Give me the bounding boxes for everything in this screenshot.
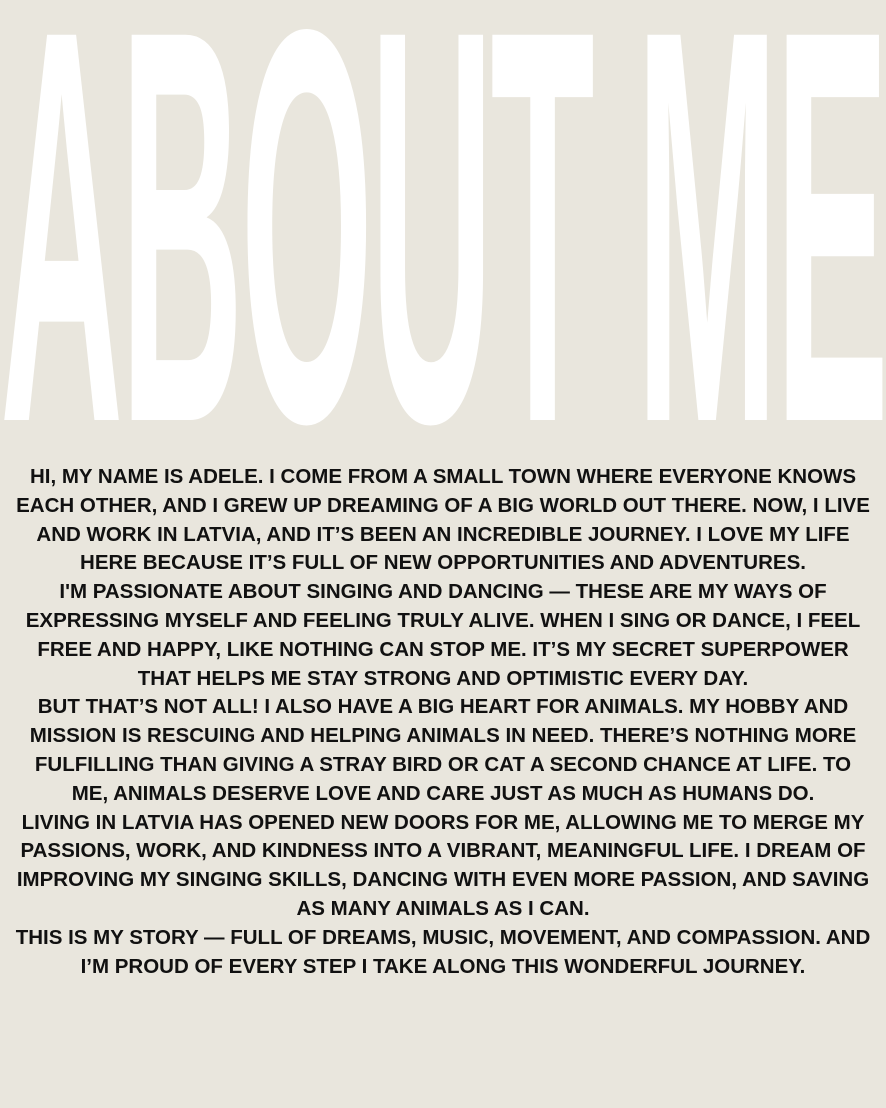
about-paragraph: LIVING IN LATVIA HAS OPENED NEW DOORS FOR ME, ALLOWING ME TO MERGE MY PASSIONS, WORK, AND KINDNESS INTO A VIBRANT, MEANINGFUL LIFE. I DREAM OF IMPROVING MY SINGING SKILLS, DANCING WITH EVEN MORE PASSION, AND SAVING AS MANY ANIMALS AS I CAN.: [16, 810, 870, 920]
hero-title-graphic: [0, 0, 886, 430]
about-paragraph: THIS IS MY STORY — FULL OF DREAMS, MUSIC, MOVEMENT, AND COMPASSION. AND I’M PROUD OF EVERY STEP I TAKE ALONG THIS WONDERFUL JOURNEY.: [15, 925, 871, 978]
about-text-block: [14, 463, 872, 981]
about-paragraph: HI, MY NAME IS ADELE. I COME FROM A SMALL TOWN WHERE EVERYONE KNOWS EACH OTHER, AND I GREW UP DREAMING OF A BIG WORLD OUT THERE. NOW, I LIVE AND WORK IN LATVIA, AND IT’S BEEN AN INCREDIBLE JOURNEY. I LOVE MY LIFE HERE BECAUSE IT’S FULL OF NEW OPPORTUNITIES AND ADVENTURES.: [16, 465, 870, 575]
about-paragraph: I'M PASSIONATE ABOUT SINGING AND DANCING — THESE ARE MY WAYS OF EXPRESSING MYSELF AND FEELING TRULY ALIVE. WHEN I SING OR DANCE, I FEEL FREE AND HAPPY, LIKE NOTHING CAN STOP ME. IT’S MY SECRET SUPERPOWER THAT HELPS ME STAY STRONG AND OPTIMISTIC EVERY DAY.: [25, 580, 861, 690]
about-paragraph: BUT THAT’S NOT ALL! I ALSO HAVE A BIG HEART FOR ANIMALS. MY HOBBY AND MISSION IS RESCUING AND HELPING ANIMALS IN NEED. THERE’S NOTHING MORE FULFILLING THAN GIVING A STRAY BIRD OR CAT A SECOND CHANCE AT LIFE. TO ME, ANIMALS DESERVE LOVE AND CARE JUST AS MUCH AS HUMANS DO.: [29, 695, 857, 805]
hero-banner: [0, 0, 886, 430]
hero-title: ABOUT ME: [0, 0, 886, 430]
